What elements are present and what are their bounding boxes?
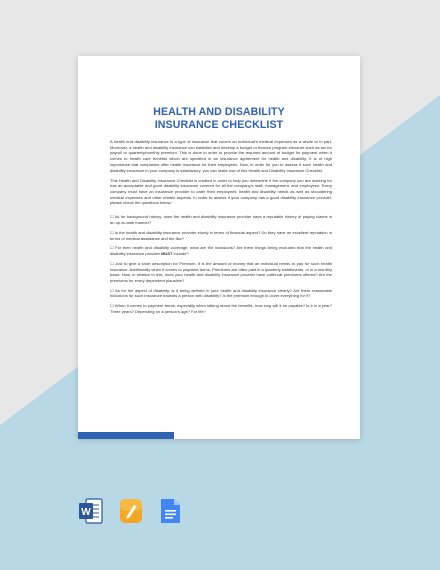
checklist-item — [110, 214, 332, 225]
checklist-item-text: As for the aspect of disability, is it being defined in your health and disability insurance clearly? Are there reasonable inclusions for such insurance towards a person with disability? Is the premium enough to cover everything for it? — [110, 287, 332, 299]
document-title — [78, 106, 360, 132]
checkbox-icon: ☐ — [110, 214, 114, 220]
checklist-item — [110, 303, 332, 314]
checklist-item-text: For their health and disability coverage, what are the inclusions? Are there things being excluded that the health and disability insurance provider — [110, 245, 333, 257]
checkbox-icon: ☐ — [110, 303, 114, 309]
word-letter: W — [81, 507, 91, 518]
emphasis-text: MUST — [161, 251, 173, 257]
checkbox-icon: ☐ — [110, 245, 114, 251]
intro-paragraph-1: A health and disability insurance is a type of insurance that covers an individual’s medical expenses as a whole or in part. Moreover, a health and disability insurance can establish and develop a budget or finance program structure such as tax for payroll or quarterly/monthly premium. This is done in order to provide the required amount of budget for payment when it comes to health care benefits which are specified in an insurance agreement for health and disability. It is of high importance that companies offer health insurance for their employees. Now, in order for you to assess if such health and disability insurance in your company is satisfactory, you can make use of this Health and Disability Insurance Checklist. — [110, 139, 332, 173]
title-line-1: HEALTH AND DISABILITY — [153, 106, 285, 118]
intro-paragraph-2: This Health and Disability Insurance Checklist is created in order to help you determine if the company you are working for has an acceptable and good disability insurance covered for all the company’s staff, management, and employees. Every company must have an insurance provider to cater their employees’ health and disability needs as well as shouldering medical expenses and other related aspects. In order to assess if your company has a good disability insurance provider, please check the questions below: — [110, 177, 332, 206]
google-docs-icon[interactable] — [158, 497, 182, 525]
checklist-item — [110, 288, 332, 299]
word-icon[interactable] — [79, 497, 103, 525]
checklist-item-text: As for background history, does the health and disability insurance provider have a reputable history of paying claims in an up-to-date manner? — [110, 214, 333, 226]
checklist-item-text: Is the health and disability insurance provider sturdy in terms of financial aspect? Do they have an excellent reputation in terms of medical assistance and the like? — [110, 229, 332, 241]
checkbox-icon: ☐ — [110, 229, 114, 235]
document-body — [110, 139, 332, 319]
checklist-item — [110, 245, 332, 256]
checklist-item — [110, 230, 332, 241]
checklist-item — [110, 261, 332, 284]
title-line-2: INSURANCE CHECKLIST — [154, 119, 284, 131]
checklist-item-text: Just to give a short description for Premium, it is the amount of money that an individual needs to pay for such health insurance. Additionally when it comes to payment terms, Premiums are often paid in a quarterly installments, or in a monthly basis. Now, in relation to this, does your health and disability insurance provider have cutthroat premiums offered? Are the premiums for every dependent plausible? — [110, 260, 332, 283]
document-page — [78, 56, 360, 439]
checklist-item-text: When it comes to payment terms, especially when talking about the benefits, how long will it be payable? Is it in a year? Three years? Depending on a person’s age? For life? — [110, 303, 332, 314]
checkbox-icon: ☐ — [110, 287, 114, 293]
document-accent-bar — [78, 432, 174, 439]
checklist-item-text-end: include? — [173, 251, 189, 257]
checkbox-icon: ☐ — [110, 260, 114, 266]
pages-icon[interactable] — [119, 497, 143, 525]
